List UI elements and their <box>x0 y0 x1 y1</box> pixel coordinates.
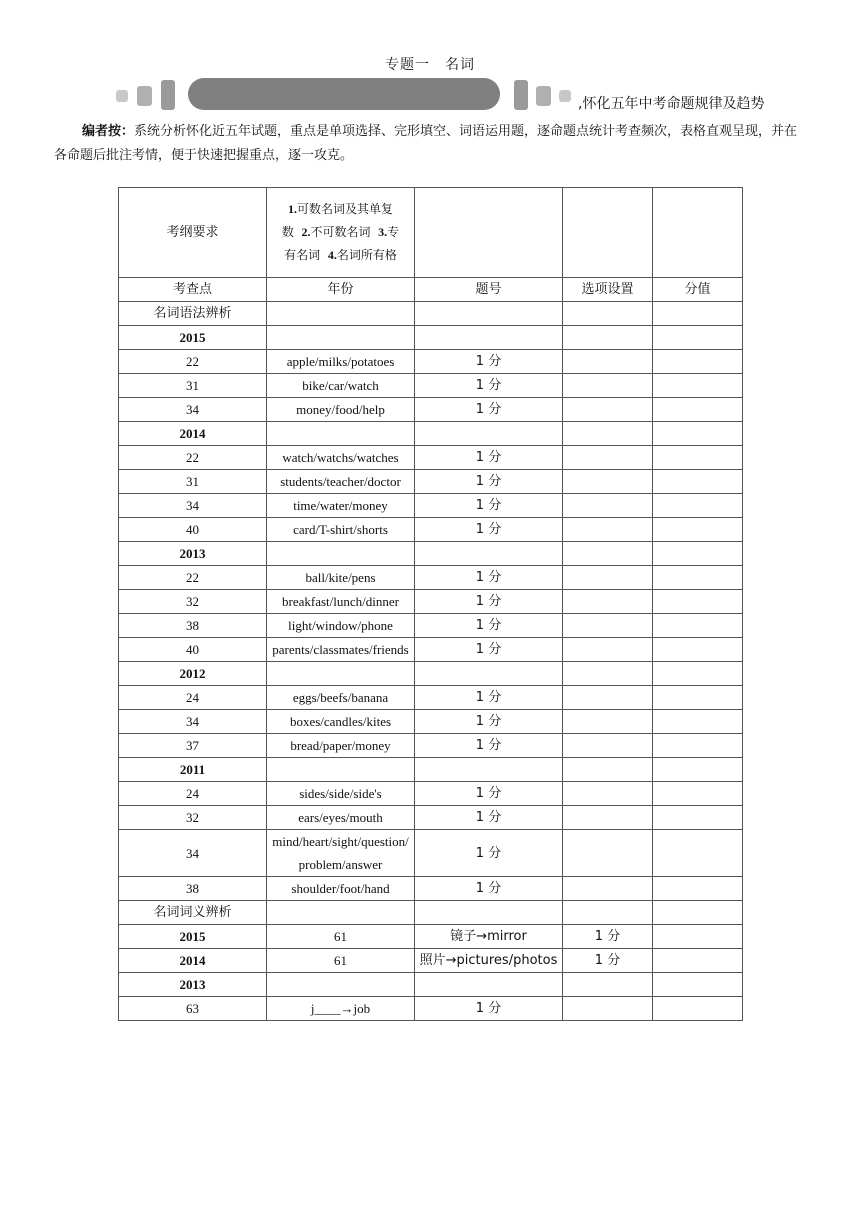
table-cell <box>653 326 743 350</box>
table-row <box>119 973 743 997</box>
table-row <box>119 710 743 734</box>
table-cell: 1 分 <box>415 734 563 758</box>
table-cell <box>563 374 653 398</box>
table-cell: money/food/help <box>267 398 415 422</box>
banner-text: ,怀化五年中考命题规律及趋势 <box>578 96 765 112</box>
table-cell <box>653 470 743 494</box>
table-cell <box>563 806 653 830</box>
table-cell: 1 分 <box>415 638 563 662</box>
table-cell <box>415 662 563 686</box>
table-cell: shoulder/foot/hand <box>267 877 415 901</box>
table-cell: 1 分 <box>415 374 563 398</box>
table-cell <box>653 925 743 949</box>
table-row <box>119 446 743 470</box>
column-header: 年份 <box>267 278 415 302</box>
table-cell: light/window/phone <box>267 614 415 638</box>
table-cell <box>563 758 653 782</box>
column-header: 选项设置 <box>563 278 653 302</box>
table-cell: 1 分 <box>563 925 653 949</box>
table-cell: 34 <box>119 830 267 877</box>
table-cell <box>563 997 653 1021</box>
banner-decor-left-mid <box>137 86 152 106</box>
editor-note <box>54 120 810 168</box>
table-cell: 1 分 <box>415 590 563 614</box>
table-cell <box>653 686 743 710</box>
table-cell: apple/milks/potatoes <box>267 350 415 374</box>
table-cell <box>653 997 743 1021</box>
table-cell <box>563 566 653 590</box>
table-cell <box>415 302 563 326</box>
table-row <box>119 398 743 422</box>
table-cell <box>653 830 743 877</box>
table-cell <box>563 590 653 614</box>
table-row <box>119 830 743 877</box>
table-cell <box>653 590 743 614</box>
table-cell <box>267 326 415 350</box>
table-cell: 40 <box>119 638 267 662</box>
table-cell <box>563 188 653 278</box>
table-row <box>119 782 743 806</box>
table-cell <box>267 973 415 997</box>
table-row <box>119 350 743 374</box>
column-header: 分值 <box>653 278 743 302</box>
table-cell <box>267 542 415 566</box>
table-cell: parents/classmates/friends <box>267 638 415 662</box>
table-row <box>119 518 743 542</box>
table-cell: 61 <box>267 925 415 949</box>
table-cell <box>653 374 743 398</box>
table-cell <box>653 398 743 422</box>
table-cell: 32 <box>119 806 267 830</box>
table-cell: 32 <box>119 590 267 614</box>
table-cell: 38 <box>119 877 267 901</box>
table-cell: eggs/beefs/banana <box>267 686 415 710</box>
table-cell <box>563 710 653 734</box>
table-cell: 1 分 <box>415 877 563 901</box>
table-cell <box>653 494 743 518</box>
table-cell <box>563 446 653 470</box>
table-cell: 37 <box>119 734 267 758</box>
table-cell: 1 分 <box>563 949 653 973</box>
table-cell <box>563 877 653 901</box>
table-row <box>119 662 743 686</box>
table-cell: 1 分 <box>415 566 563 590</box>
table-cell: 63 <box>119 997 267 1021</box>
table-cell <box>653 710 743 734</box>
table-cell <box>653 949 743 973</box>
editor-note-label: 编者按： <box>82 124 135 139</box>
table-cell: 61 <box>267 949 415 973</box>
table-row <box>119 877 743 901</box>
table-cell: 2014 <box>119 422 267 446</box>
table-row <box>119 302 743 326</box>
table-cell: bread/paper/money <box>267 734 415 758</box>
table-cell <box>415 188 563 278</box>
page-title: 专题一 名词 <box>385 57 475 73</box>
table-cell: 34 <box>119 710 267 734</box>
table-cell: 40 <box>119 518 267 542</box>
table-cell: 1 分 <box>415 494 563 518</box>
table-cell: card/T-shirt/shorts <box>267 518 415 542</box>
banner-decor-right-small <box>559 90 571 102</box>
table-cell: 2013 <box>119 542 267 566</box>
table-cell <box>415 326 563 350</box>
table-cell <box>563 326 653 350</box>
table-cell <box>653 302 743 326</box>
table-cell: 1 分 <box>415 350 563 374</box>
table-cell: 1 分 <box>415 830 563 877</box>
table-cell <box>415 901 563 925</box>
table-row <box>119 614 743 638</box>
section-banner <box>112 78 812 112</box>
table-cell: time/water/money <box>267 494 415 518</box>
table-row <box>119 566 743 590</box>
banner-decor-right-large <box>514 80 528 110</box>
column-header: 题号 <box>415 278 563 302</box>
table-cell <box>653 973 743 997</box>
table-cell <box>267 302 415 326</box>
table-cell: bike/car/watch <box>267 374 415 398</box>
table-cell: 2015 <box>119 925 267 949</box>
table-cell: ball/kite/pens <box>267 566 415 590</box>
table-cell <box>653 614 743 638</box>
table-cell: 34 <box>119 398 267 422</box>
table-row <box>119 925 743 949</box>
table-cell <box>563 398 653 422</box>
table-cell: 1 分 <box>415 398 563 422</box>
column-header: 考查点 <box>119 278 267 302</box>
table-cell <box>415 758 563 782</box>
table-cell <box>415 422 563 446</box>
table-cell <box>267 758 415 782</box>
table-cell <box>653 542 743 566</box>
banner-decor-right-mid <box>536 86 551 106</box>
table-cell: ears/eyes/mouth <box>267 806 415 830</box>
table-cell <box>653 422 743 446</box>
table-cell <box>653 758 743 782</box>
table-row <box>119 590 743 614</box>
table-cell <box>563 542 653 566</box>
table-cell <box>653 662 743 686</box>
table-cell <box>563 662 653 686</box>
table-cell: 2014 <box>119 949 267 973</box>
table-row <box>119 901 743 925</box>
table-cell: 名词词义辨析 <box>119 901 267 925</box>
table-row <box>119 422 743 446</box>
table-cell: 31 <box>119 374 267 398</box>
table-cell <box>653 518 743 542</box>
banner-decor-left-small <box>116 90 128 102</box>
table-cell: 22 <box>119 566 267 590</box>
statistics-table <box>118 187 743 1021</box>
table-cell <box>653 566 743 590</box>
table-cell <box>653 806 743 830</box>
table-cell <box>563 638 653 662</box>
table-cell: 34 <box>119 494 267 518</box>
table-cell <box>267 901 415 925</box>
table-cell: 1 分 <box>415 470 563 494</box>
table-cell: boxes/candles/kites <box>267 710 415 734</box>
table-cell: watch/watchs/watches <box>267 446 415 470</box>
table-cell: 2011 <box>119 758 267 782</box>
table-row <box>119 638 743 662</box>
table-cell: 1 分 <box>415 446 563 470</box>
table-row <box>119 734 743 758</box>
header-row <box>119 278 743 302</box>
table-cell <box>563 350 653 374</box>
table-row <box>119 806 743 830</box>
table-row <box>119 470 743 494</box>
table-cell: 2013 <box>119 973 267 997</box>
table-row <box>119 374 743 398</box>
table-cell <box>563 614 653 638</box>
table-cell <box>563 470 653 494</box>
table-row <box>119 494 743 518</box>
table-cell: 1 分 <box>415 686 563 710</box>
table-cell: 镜子→mirror <box>415 925 563 949</box>
table-cell: breakfast/lunch/dinner <box>267 590 415 614</box>
table-cell <box>563 422 653 446</box>
table-cell <box>653 782 743 806</box>
table-row <box>119 686 743 710</box>
table-cell: students/teacher/doctor <box>267 470 415 494</box>
table-cell: sides/side/side's <box>267 782 415 806</box>
table-row <box>119 949 743 973</box>
table-row <box>119 997 743 1021</box>
table-row <box>119 758 743 782</box>
table-cell: mind/heart/sight/question/problem/answer <box>267 830 415 877</box>
table-cell <box>653 638 743 662</box>
table-cell <box>653 188 743 278</box>
table-cell <box>415 973 563 997</box>
editor-note-text: 系统分析怀化近五年试题，重点是单项选择、完形填空、词语运用题，逐命题点统计考查频次，表格直观呈现，并在各命题后批注考情，便于快速把握重点，逐一攻克。 <box>54 124 798 163</box>
table-cell: 名词语法辨析 <box>119 302 267 326</box>
table-cell <box>563 302 653 326</box>
table-cell: 照片→pictures/photos <box>415 949 563 973</box>
requirement-row <box>119 188 743 278</box>
table-cell <box>563 901 653 925</box>
table-cell <box>653 446 743 470</box>
table-row <box>119 326 743 350</box>
table-cell <box>563 518 653 542</box>
requirement-content: 1.可数名词及其单复数 2.不可数名词 3.专有名词 4.名词所有格 <box>267 188 415 278</box>
table-cell <box>267 662 415 686</box>
table-cell <box>563 494 653 518</box>
banner-decor-left-large <box>161 80 175 110</box>
table-row <box>119 542 743 566</box>
table-cell: 2015 <box>119 326 267 350</box>
table-cell <box>415 542 563 566</box>
table-cell: 1 分 <box>415 997 563 1021</box>
table-cell: 22 <box>119 446 267 470</box>
table-cell: 1 分 <box>415 614 563 638</box>
banner-pill <box>188 78 500 110</box>
table-cell <box>653 350 743 374</box>
table-cell <box>267 422 415 446</box>
table-cell: 24 <box>119 686 267 710</box>
table-cell: 38 <box>119 614 267 638</box>
table-cell <box>563 782 653 806</box>
table-cell: 2012 <box>119 662 267 686</box>
table-cell <box>563 734 653 758</box>
table-cell <box>563 973 653 997</box>
table-cell: 1 分 <box>415 518 563 542</box>
table-cell: j____→job <box>267 997 415 1021</box>
table-cell: 31 <box>119 470 267 494</box>
table-cell <box>563 686 653 710</box>
table-cell: 1 分 <box>415 710 563 734</box>
table-cell: 24 <box>119 782 267 806</box>
table-cell <box>563 830 653 877</box>
table-cell <box>653 901 743 925</box>
table-cell: 1 分 <box>415 806 563 830</box>
table-cell <box>653 734 743 758</box>
table-cell <box>653 877 743 901</box>
table-cell: 22 <box>119 350 267 374</box>
requirement-label: 考纲要求 <box>119 188 267 278</box>
table-cell: 1 分 <box>415 782 563 806</box>
